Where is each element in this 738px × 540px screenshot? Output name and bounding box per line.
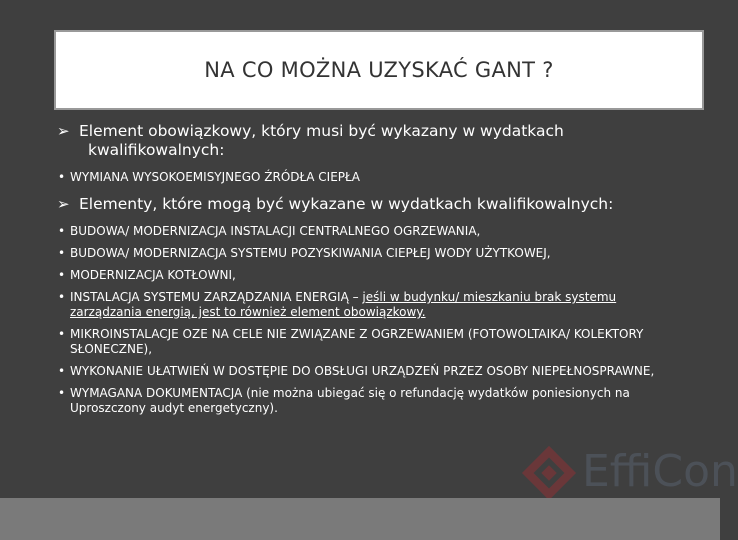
list-item bbox=[57, 268, 677, 283]
slide-title: NA CO MOŻNA UZYSKAĆ GANT ? bbox=[204, 58, 554, 82]
bullet-icon: • bbox=[58, 246, 66, 260]
list-item-text: INSTALACJA SYSTEMU ZARZĄDZANIA ENERGIĄ – bbox=[70, 290, 363, 304]
bottom-bar bbox=[0, 498, 720, 540]
section-heading-optional bbox=[57, 195, 677, 214]
logo-text: EffiCon bbox=[582, 446, 738, 497]
arrow-bullet-icon: ➢ bbox=[57, 122, 70, 140]
arrow-bullet-icon: ➢ bbox=[57, 195, 70, 213]
bullet-icon: • bbox=[58, 327, 66, 341]
list-item-underlined-text: jeśli w budynku/ mieszkaniu brak systemu zarządzania energią, jest to również element obowiązkowy. bbox=[70, 290, 617, 319]
list-item-text: WYMAGANA DOKUMENTACJA (nie można ubiegać się o refundację wydatków poniesionych na Uproszczony audyt energetyczny). bbox=[70, 386, 630, 415]
bullet-icon: • bbox=[58, 268, 66, 282]
slide-content bbox=[57, 122, 677, 426]
list-item bbox=[57, 170, 677, 185]
bullet-icon: • bbox=[58, 364, 66, 378]
list-item bbox=[57, 327, 677, 357]
title-box bbox=[54, 30, 704, 110]
list-item-text: WYMIANA WYSOKOEMISYJNEGO ŹRÓDŁA CIEPŁA bbox=[70, 170, 360, 184]
bullet-icon: • bbox=[58, 290, 66, 304]
list-item bbox=[57, 224, 677, 239]
list-item bbox=[57, 386, 677, 416]
heading-text-2: Elementy, które mogą być wykazane w wydatkach kwalifikowalnych: bbox=[79, 195, 614, 213]
optional-list bbox=[57, 224, 677, 416]
efficon-logo bbox=[510, 440, 738, 500]
list-item-text: BUDOWA/ MODERNIZACJA SYSTEMU POZYSKIWANIA CIEPŁEJ WODY UŻYTKOWEJ, bbox=[70, 246, 551, 260]
bullet-icon: • bbox=[58, 170, 66, 184]
heading-text-1-cont: kwalifikowalnych: bbox=[88, 141, 225, 159]
heading-text-1: Element obowiązkowy, który musi być wykazany w wydatkach bbox=[79, 122, 564, 140]
list-item-text: BUDOWA/ MODERNIZACJA INSTALACJI CENTRALNEGO OGRZEWANIA, bbox=[70, 224, 481, 238]
list-item-text: MIKROINSTALACJE OZE NA CELE NIE ZWIĄZANE Z OGRZEWANIEM (FOTOWOLTAIKA/ KOLEKTORY SŁONECZNE), bbox=[70, 327, 644, 356]
efficon-logo-icon bbox=[520, 444, 578, 502]
list-item-text: WYKONANIE UŁATWIEŃ W DOSTĘPIE DO OBSŁUGI URZĄDZEŃ PRZEZ OSOBY NIEPEŁNOSPRAWNE, bbox=[70, 364, 655, 378]
bullet-icon: • bbox=[58, 386, 66, 400]
list-item bbox=[57, 364, 677, 379]
list-item bbox=[57, 246, 677, 261]
section-heading-mandatory bbox=[57, 122, 677, 160]
bullet-icon: • bbox=[58, 224, 66, 238]
mandatory-list bbox=[57, 170, 677, 185]
list-item-text: MODERNIZACJA KOTŁOWNI, bbox=[70, 268, 236, 282]
list-item bbox=[57, 290, 677, 320]
